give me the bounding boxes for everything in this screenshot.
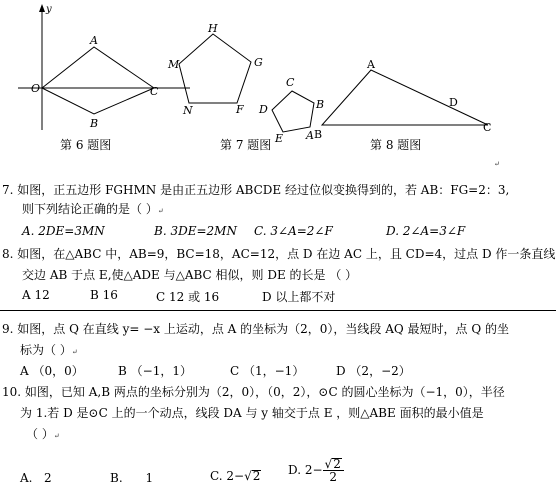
q9-line-2 [20, 341, 78, 358]
label-C: C [150, 85, 159, 98]
q8-stem-2: 交边 AB 于点 E,使△ADE 与△ABC 相似，则 DE 的长是 （ ） [22, 268, 358, 282]
q9-number: 9. [2, 322, 14, 336]
label-C8: C [483, 121, 492, 134]
label-C7: C [286, 76, 295, 89]
label-B: B [90, 117, 99, 130]
q8-option-a: A 12 [22, 288, 50, 302]
q7-mark: ↵ [157, 207, 164, 215]
figure-8-caption: 第 8 题图 [370, 138, 422, 152]
q7-option-a: A. 2DE=3MN [22, 224, 105, 238]
q9-option-c: C （1，−1） [230, 364, 305, 378]
q10-stem-1: 如图，已知 A,B 两点的坐标分别为（2，0），（0，2），⊙C 的圆心坐标为（−1，0），半径 [24, 385, 505, 399]
q9-stem-1: 如图，点 Q 在直线 y= −x 上运动，点 A 的坐标为（2，0），当线段 AQ 最短时，点 Q 的坐 [17, 322, 510, 336]
q10-option-d: D. 2− $\frac{√2}{2}$ [288, 458, 344, 483]
q8-line-2 [22, 266, 357, 283]
rhombus-oabc [42, 47, 154, 114]
label-H: H [208, 22, 218, 35]
q7-line-1 [2, 181, 509, 198]
label-B7: B [316, 98, 325, 111]
label-F: F [236, 103, 244, 116]
q10-option-b: B. 1 [110, 471, 154, 485]
pentagon-abcde [272, 91, 314, 132]
q8-option-c: C 12 或 16 [156, 290, 220, 304]
q10-line-3 [26, 425, 60, 442]
q8-option-b: B 16 [90, 288, 118, 302]
triangle-abc [322, 70, 488, 125]
q7-option-b: B. 3DE=2MN [154, 224, 237, 238]
label-B8: B [314, 128, 323, 141]
q8-stem-1: 如图，在△ABC 中，AB=9，BC=18，AC=12，点 D 在边 AC 上，且 CD=4，过点 D 作一条直线 [17, 247, 556, 261]
q7-number: 7. [2, 183, 14, 197]
q10-number: 10. [2, 385, 22, 399]
q9-option-b: B （−1，1） [118, 364, 192, 378]
label-A7: A [306, 129, 314, 142]
q8-option-d: D 以上都不对 [262, 290, 336, 304]
q8-number: 8. [2, 247, 14, 261]
figure-6-caption: 第 6 题图 [60, 138, 112, 152]
q9-stem-2: 标为（ ） [20, 343, 72, 357]
label-y: y [46, 4, 52, 15]
q10-d-fraction: $\frac{√2}{2}$ [323, 458, 344, 483]
q10-line-1 [2, 383, 505, 400]
figure-8 [314, 58, 491, 152]
figure-7 [167, 22, 324, 152]
y-axis-arrow [39, 4, 45, 12]
q7-option-c: C. 3∠A=2∠F [254, 224, 333, 238]
figure-7-caption: 第 7 题图 [220, 138, 272, 152]
label-A: A [90, 34, 98, 47]
section-divider [0, 310, 556, 311]
q8-line-1 [2, 245, 555, 262]
label-D8: D [449, 96, 458, 109]
figure-6 [18, 4, 190, 152]
label-G: G [254, 56, 263, 69]
q9-line-1 [2, 320, 509, 337]
pentagon-fghmn [179, 34, 251, 103]
label-N: N [183, 104, 193, 117]
label-A8: A [367, 58, 375, 71]
q7-option-d: D. 2∠A=3∠F [386, 224, 466, 238]
q10-stem-2: 为 1.若 D 是⊙C 上的一个动点，线段 DA 与 y 轴交于点 E ，则△ABE 面积的最小值是 [20, 406, 484, 420]
q9-mark: ↵ [71, 348, 78, 356]
q10-mark: ↵ [53, 432, 60, 440]
q10-c-radicand: 2 [252, 469, 261, 483]
q9-option-d: D （2，−2） [336, 364, 411, 378]
label-D7: D [259, 103, 268, 116]
q7-line-2 [22, 200, 164, 217]
paragraph-mark: ↵ [494, 160, 500, 168]
q10-option-c: C. 2−√2 [210, 469, 261, 483]
figures-area [0, 0, 556, 160]
label-E7: E [275, 132, 284, 145]
q10-option-a: A. 2 [20, 471, 52, 485]
q7-stem-2: 则下列结论正确的是（ ） [22, 202, 158, 216]
label-O: O [31, 82, 41, 95]
q9-option-a: A （0，0） [20, 364, 84, 378]
label-M: M [168, 58, 180, 71]
q10-line-2 [20, 404, 484, 421]
q7-stem-1: 如图，正五边形 FGHMN 是由正五边形 ABCDE 经过位似变换得到的，若 AB：FG=2：3, [17, 183, 510, 197]
q10-stem-3: （ ） [26, 427, 54, 441]
